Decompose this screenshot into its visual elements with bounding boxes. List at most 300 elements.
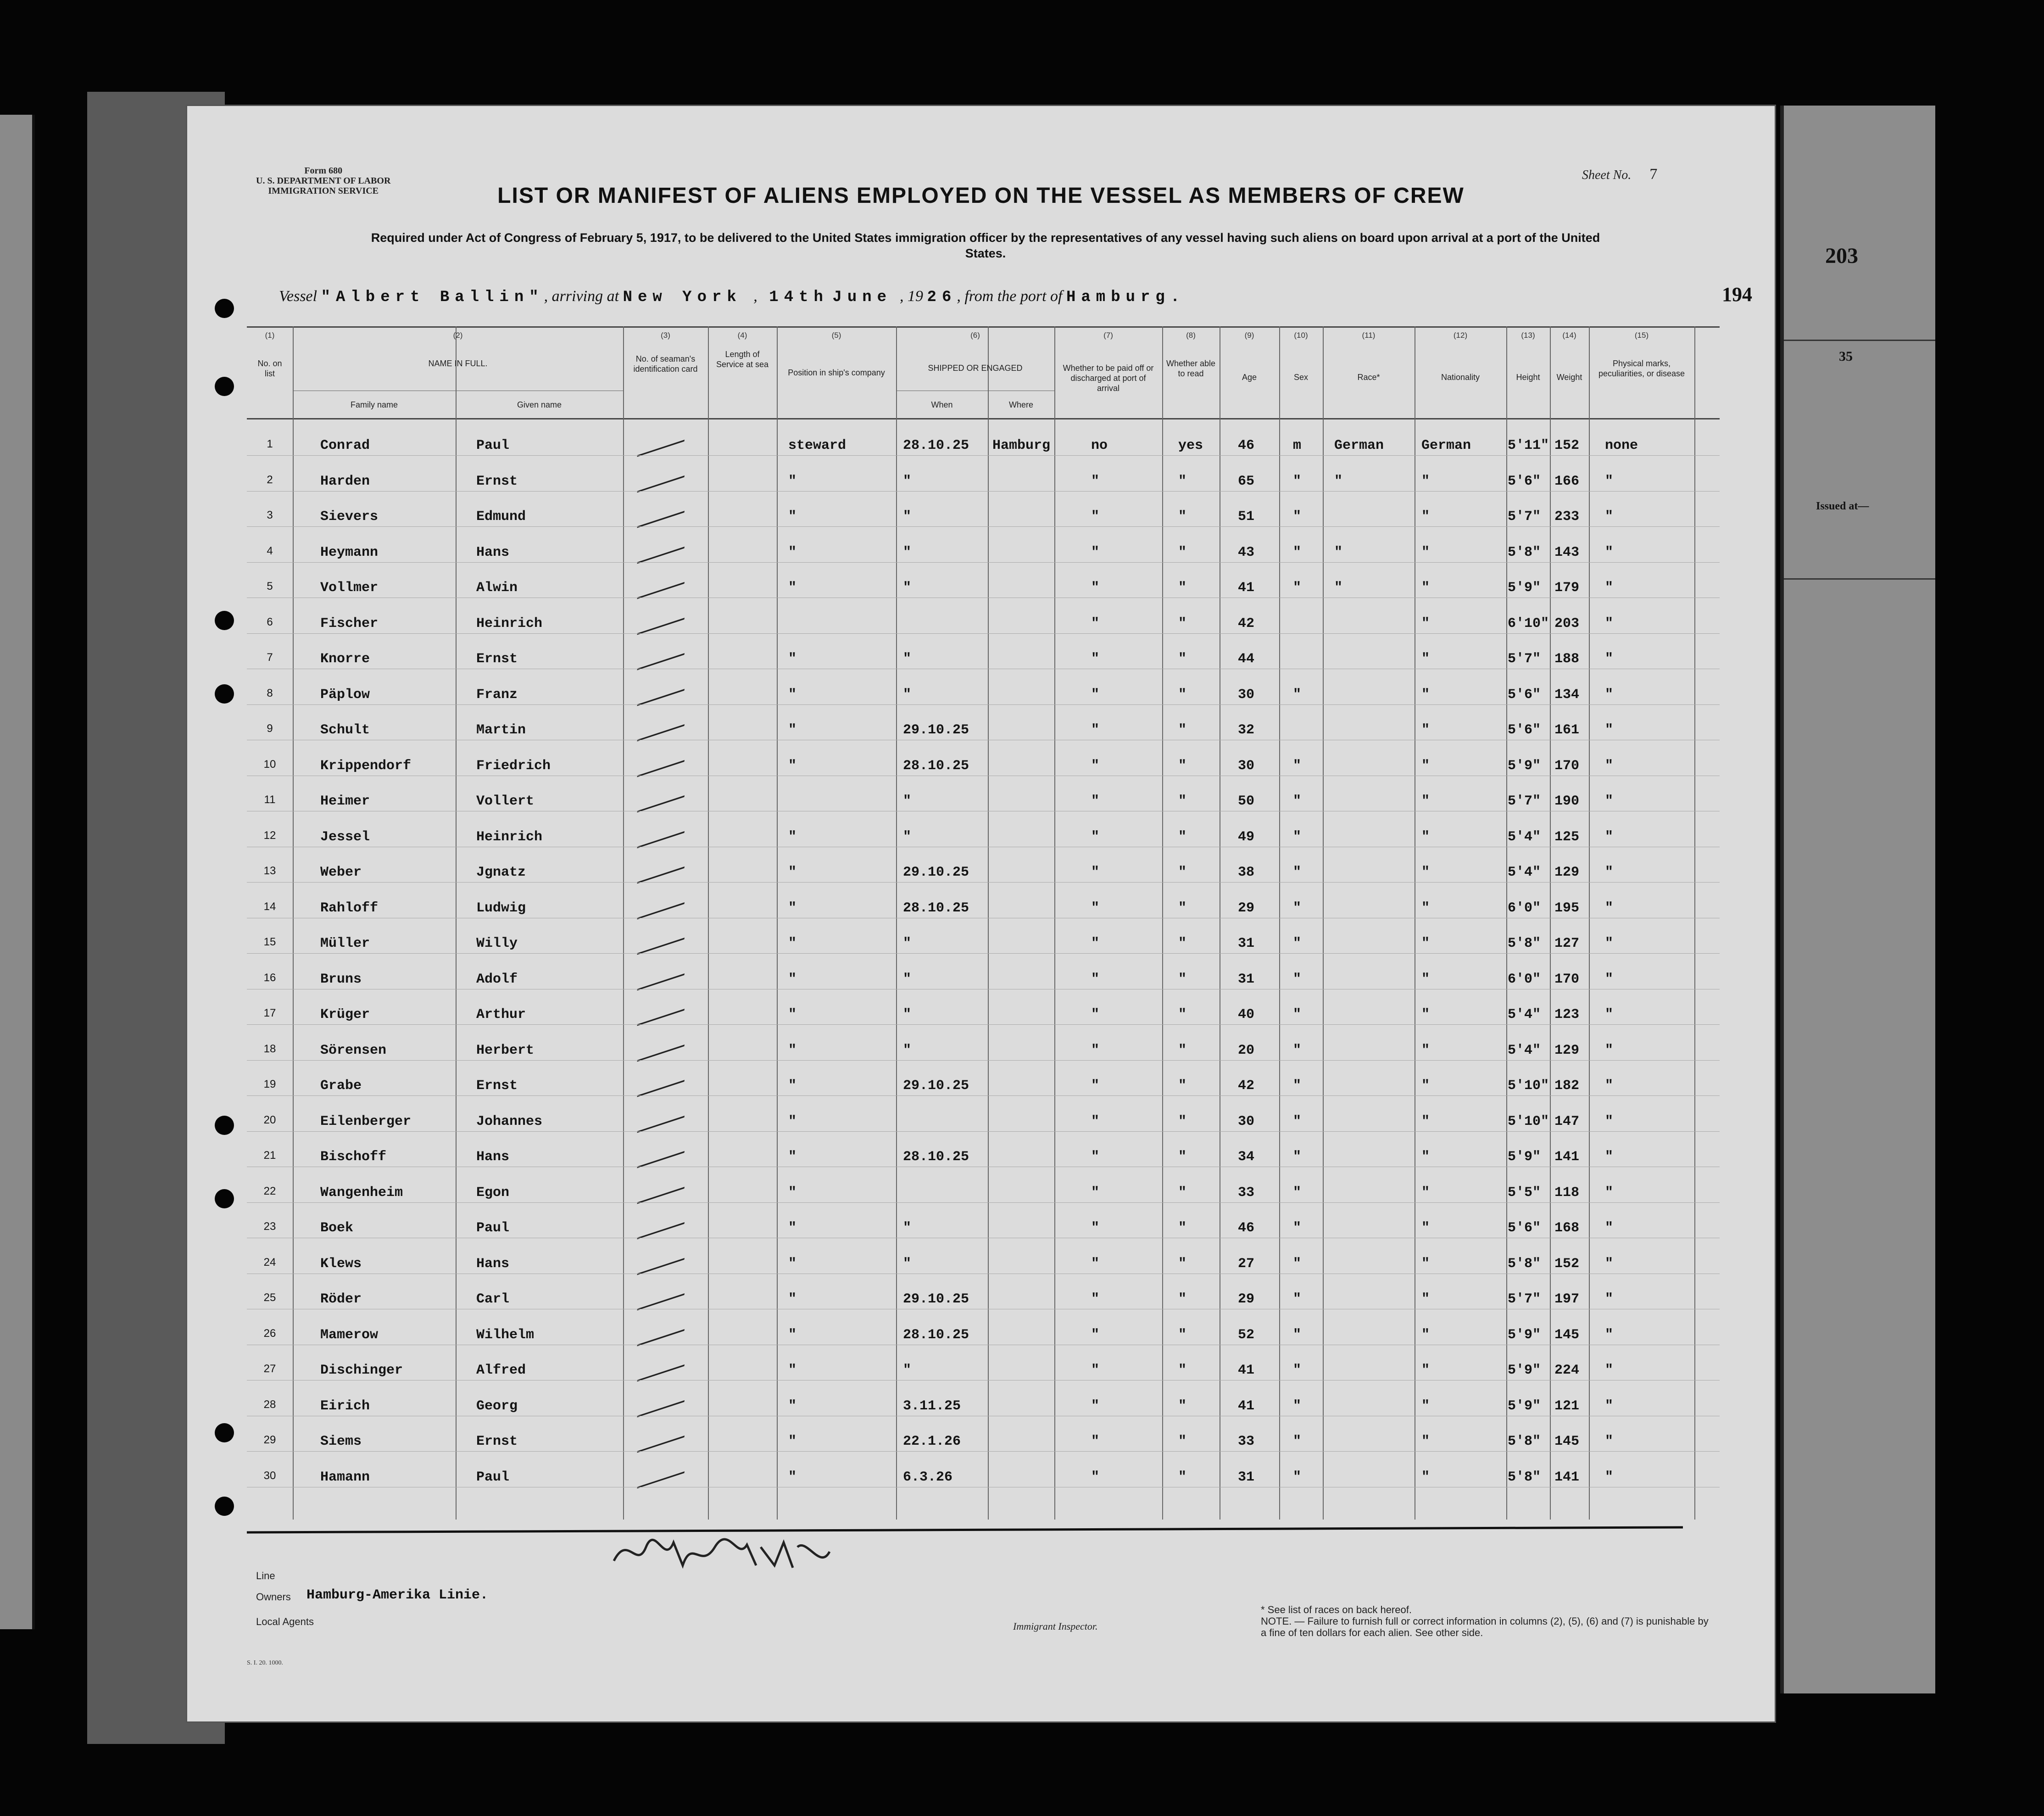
cell-nat: " — [1421, 687, 1430, 703]
cell-read: " — [1178, 1327, 1187, 1343]
cell-family: Conrad — [320, 438, 370, 453]
cell-height: 5'10" — [1508, 1078, 1549, 1094]
cell-when: " — [903, 651, 912, 667]
cell-position: " — [788, 580, 797, 596]
cell-position: " — [788, 1078, 797, 1094]
cell-paid: " — [1091, 1256, 1100, 1272]
cell-sex: " — [1293, 473, 1302, 489]
cell-sex: m — [1293, 438, 1302, 453]
cell-marks: " — [1605, 1149, 1614, 1165]
cell-position: " — [788, 1007, 797, 1023]
cell-position: " — [788, 900, 797, 916]
sheet-label: Sheet No. — [1582, 168, 1632, 182]
cell-weight: 141 — [1554, 1469, 1580, 1485]
cell-when: 28.10.25 — [903, 1149, 969, 1165]
cell-family: Müller — [320, 936, 370, 951]
cell-weight: 129 — [1554, 865, 1580, 880]
cell-age: 51 — [1238, 509, 1255, 525]
cell-nat: " — [1421, 1113, 1430, 1129]
cell-read: " — [1178, 1256, 1187, 1272]
cell-sex: " — [1293, 1363, 1302, 1378]
cell-height: 5'7" — [1508, 651, 1541, 667]
cell-height: 5'8" — [1508, 1256, 1541, 1272]
cell-when: " — [903, 1363, 912, 1378]
table-row — [247, 883, 1720, 918]
local-agents-label: Local Agents — [256, 1616, 314, 1627]
table-row — [247, 1381, 1720, 1416]
footnote — [1261, 1604, 1710, 1638]
cell-height: 5'4" — [1508, 865, 1541, 880]
punch-hole — [215, 299, 234, 318]
cell-given: Ernst — [476, 1434, 518, 1449]
check-mark-icon — [637, 1066, 687, 1097]
cell-age: 46 — [1238, 1220, 1255, 1236]
cell-read: " — [1178, 1078, 1187, 1094]
cell-position: " — [788, 651, 797, 667]
check-mark-icon — [637, 639, 687, 671]
cell-position: " — [788, 687, 797, 703]
cell-paid: " — [1091, 687, 1100, 703]
cell-family: Harden — [320, 473, 370, 489]
colnum-15: (15) — [1634, 331, 1649, 340]
check-mark-icon — [637, 1030, 687, 1062]
manifest-sheet — [186, 105, 1776, 1723]
race-note: * See list of races on back hereof. — [1261, 1604, 1412, 1615]
cell-sex: " — [1293, 936, 1302, 951]
header-seaman-card: No. of seaman's identification card — [633, 354, 698, 374]
cell-paid: " — [1091, 580, 1100, 596]
cell-when: 28.10.25 — [903, 1327, 969, 1343]
cell-no: 5 — [267, 580, 273, 592]
cell-position: " — [788, 1220, 797, 1236]
cell-nat: " — [1421, 1185, 1430, 1201]
department: U. S. DEPARTMENT OF LABOR — [256, 176, 391, 186]
cell-weight: 145 — [1554, 1434, 1580, 1449]
cell-paid: " — [1091, 1291, 1100, 1307]
table-row — [247, 420, 1720, 456]
cell-when: " — [903, 1256, 912, 1272]
cell-marks: " — [1605, 1291, 1614, 1307]
cell-read: " — [1178, 651, 1187, 667]
table-row — [247, 1096, 1720, 1132]
table-row — [247, 776, 1720, 811]
cell-paid: " — [1091, 722, 1100, 738]
cell-age: 31 — [1238, 936, 1255, 951]
cell-age: 30 — [1238, 758, 1255, 774]
cell-weight: 125 — [1554, 829, 1580, 845]
cell-weight: 123 — [1554, 1007, 1580, 1023]
header-age: Age — [1242, 373, 1257, 382]
cell-marks: " — [1605, 1434, 1614, 1449]
cell-given: Hans — [476, 1256, 510, 1272]
cell-given: Friedrich — [476, 758, 551, 774]
cell-family: Röder — [320, 1291, 362, 1307]
line-label: Line — [256, 1570, 275, 1581]
check-mark-icon — [637, 1172, 687, 1204]
cell-no: 22 — [263, 1185, 276, 1197]
cell-paid: " — [1091, 1469, 1100, 1485]
cell-height: 5'4" — [1508, 829, 1541, 845]
cell-nat: " — [1421, 758, 1430, 774]
cell-nat: " — [1421, 1434, 1430, 1449]
table-row — [247, 1061, 1720, 1096]
cell-no: 10 — [263, 758, 276, 771]
arriving-port: New York — [623, 289, 742, 306]
table-row — [247, 1452, 1720, 1487]
cell-no: 18 — [263, 1042, 276, 1055]
cell-marks: " — [1605, 793, 1614, 809]
cell-nat: " — [1421, 1469, 1430, 1485]
table-row — [247, 598, 1720, 634]
cell-race: " — [1334, 580, 1343, 596]
cell-family: Jessel — [320, 829, 370, 845]
cell-read: " — [1178, 1291, 1187, 1307]
cell-given: Edmund — [476, 509, 526, 525]
cell-marks: " — [1605, 509, 1614, 525]
check-mark-icon — [637, 888, 687, 919]
cell-nat: " — [1421, 865, 1430, 880]
cell-weight: 182 — [1554, 1078, 1580, 1094]
cell-sex: " — [1293, 971, 1302, 987]
cell-family: Wangenheim — [320, 1185, 403, 1201]
cell-marks: " — [1605, 1469, 1614, 1485]
cell-given: Ernst — [476, 473, 518, 489]
cell-given: Ernst — [476, 1078, 518, 1094]
table-row — [247, 741, 1720, 776]
cell-read: " — [1178, 829, 1187, 845]
cell-marks: " — [1605, 1327, 1614, 1343]
cell-family: Boek — [320, 1220, 354, 1236]
cell-paid: " — [1091, 473, 1100, 489]
cell-read: " — [1178, 971, 1187, 987]
cell-when: " — [903, 580, 912, 596]
cell-marks: " — [1605, 580, 1614, 596]
cell-sex: " — [1293, 687, 1302, 703]
cell-marks: " — [1605, 1113, 1614, 1129]
page-title: LIST OR MANIFEST OF ALIENS EMPLOYED ON THE VESSEL AS MEMBERS OF CREW — [497, 184, 1465, 208]
cell-age: 33 — [1238, 1185, 1255, 1201]
cell-height: 5'6" — [1508, 1220, 1541, 1236]
cell-weight: 145 — [1554, 1327, 1580, 1343]
check-mark-icon — [637, 1279, 687, 1311]
cell-age: 29 — [1238, 1291, 1255, 1307]
cell-marks: " — [1605, 1042, 1614, 1058]
cell-no: 29 — [263, 1434, 276, 1446]
header-physical-marks: Physical marks, peculiarities, or disease — [1598, 359, 1685, 378]
cell-position: " — [788, 1042, 797, 1058]
cell-given: Jgnatz — [476, 865, 526, 880]
cell-height: 5'7" — [1508, 1291, 1541, 1307]
cell-no: 21 — [263, 1149, 276, 1162]
cell-family: Klews — [320, 1256, 362, 1272]
cell-race: German — [1334, 438, 1384, 453]
cell-marks: " — [1605, 1078, 1614, 1094]
cell-given: Georg — [476, 1398, 518, 1414]
printer-mark: S. I. 20. 1000. — [247, 1660, 283, 1666]
cell-given: Wilhelm — [476, 1327, 535, 1343]
cell-nat: " — [1421, 936, 1430, 951]
cell-nat: " — [1421, 1078, 1430, 1094]
cell-no: 24 — [263, 1256, 276, 1268]
cell-when: " — [903, 509, 912, 525]
cell-age: 33 — [1238, 1434, 1255, 1449]
cell-no: 2 — [267, 473, 273, 486]
cell-height: 5'8" — [1508, 936, 1541, 951]
cell-given: Paul — [476, 1220, 510, 1236]
cell-position: " — [788, 1291, 797, 1307]
cell-position: " — [788, 509, 797, 525]
page-subtitle: Required under Act of Congress of February 5, 1917, to be delivered to the United States immigration officer by the representatives of any vessel having such aliens on board upon arrival at a port of the United States. — [371, 231, 1600, 260]
cell-age: 31 — [1238, 1469, 1255, 1485]
table-row — [247, 1239, 1720, 1274]
cell-family: Hamann — [320, 1469, 370, 1485]
cell-age: 30 — [1238, 1113, 1255, 1129]
form-label: Form 680 — [304, 166, 343, 176]
owners-label: Owners — [256, 1591, 291, 1603]
cell-given: Heinrich — [476, 829, 543, 845]
cell-no: 8 — [267, 687, 273, 699]
cell-family: Fischer — [320, 615, 379, 631]
cell-nat: " — [1421, 1042, 1430, 1058]
cell-marks: " — [1605, 1398, 1614, 1414]
cell-read: " — [1178, 758, 1187, 774]
adjacent-sheet-left — [0, 115, 35, 1629]
cell-nat: " — [1421, 1363, 1430, 1378]
cell-marks: " — [1605, 1007, 1614, 1023]
cell-weight: 170 — [1554, 971, 1580, 987]
cell-weight: 134 — [1554, 687, 1580, 703]
adjacent-sheet-issued: Issued at— — [1816, 500, 1869, 512]
check-mark-icon — [637, 710, 687, 742]
cell-no: 12 — [263, 829, 276, 842]
cell-when: " — [903, 1220, 912, 1236]
cell-nat: " — [1421, 971, 1430, 987]
cell-given: Adolf — [476, 971, 518, 987]
cell-nat: " — [1421, 544, 1430, 560]
cell-height: 5'6" — [1508, 687, 1541, 703]
punch-hole — [215, 611, 234, 630]
cell-nat: " — [1421, 1327, 1430, 1343]
penalty-note: NOTE. — Failure to furnish full or correct information in columns (2), (5), (6) and (7) is punishable by a fine of ten dollars for each alien. See other side. — [1261, 1615, 1709, 1638]
cell-no: 11 — [264, 793, 276, 806]
cell-height: 5'7" — [1508, 793, 1541, 809]
cell-height: 5'8" — [1508, 1434, 1541, 1449]
cell-no: 16 — [263, 971, 276, 984]
table-row — [247, 1203, 1720, 1238]
colnum-4: (4) — [737, 331, 747, 340]
check-mark-icon — [637, 603, 687, 635]
cell-marks: " — [1605, 758, 1614, 774]
cell-weight: 168 — [1554, 1220, 1580, 1236]
colnum-3: (3) — [661, 331, 670, 340]
cell-paid: " — [1091, 1149, 1100, 1165]
cell-marks: " — [1605, 865, 1614, 880]
arrival-month: June — [832, 289, 892, 306]
cell-sex: " — [1293, 1220, 1302, 1236]
check-mark-icon — [637, 425, 687, 457]
cell-height: 6'0" — [1508, 971, 1541, 987]
cell-height: 5'8" — [1508, 1469, 1541, 1485]
cell-read: " — [1178, 580, 1187, 596]
cell-marks: " — [1605, 936, 1614, 951]
cell-when: 29.10.25 — [903, 722, 969, 738]
cell-paid: " — [1091, 1363, 1100, 1378]
check-mark-icon — [637, 1386, 687, 1417]
cell-position: " — [788, 1113, 797, 1129]
check-mark-icon — [637, 461, 687, 492]
cell-read: " — [1178, 509, 1187, 525]
cell-paid: " — [1091, 865, 1100, 880]
cell-paid: " — [1091, 1042, 1100, 1058]
cell-weight: 197 — [1554, 1291, 1580, 1307]
cell-no: 13 — [263, 865, 276, 877]
cell-no: 27 — [263, 1363, 276, 1375]
cell-given: Hans — [476, 544, 510, 560]
cell-nat: " — [1421, 651, 1430, 667]
cell-no: 1 — [267, 438, 273, 450]
cell-read: " — [1178, 936, 1187, 951]
cell-height: 5'6" — [1508, 722, 1541, 738]
cell-where: Hamburg — [992, 438, 1051, 453]
cell-family: Eirich — [320, 1398, 370, 1414]
cell-when: " — [903, 936, 912, 951]
cell-weight: 152 — [1554, 438, 1580, 453]
check-mark-icon — [637, 995, 687, 1026]
table-row — [247, 1168, 1720, 1203]
cell-sex: " — [1293, 1291, 1302, 1307]
cell-position: " — [788, 865, 797, 880]
cell-read: " — [1178, 1007, 1187, 1023]
check-mark-icon — [637, 923, 687, 955]
cell-no: 23 — [263, 1220, 276, 1233]
cell-family: Päplow — [320, 687, 370, 703]
cell-family: Bischoff — [320, 1149, 387, 1165]
cell-weight: 121 — [1554, 1398, 1580, 1414]
cell-height: 5'7" — [1508, 509, 1541, 525]
table-row — [247, 847, 1720, 883]
punch-hole — [215, 1116, 234, 1135]
cell-paid: " — [1091, 1078, 1100, 1094]
cell-paid: " — [1091, 1007, 1100, 1023]
cell-given: Vollert — [476, 793, 535, 809]
cell-weight: 188 — [1554, 651, 1580, 667]
cell-weight: 233 — [1554, 509, 1580, 525]
header-family-name: Family name — [350, 400, 398, 409]
check-mark-icon — [637, 1457, 687, 1488]
cell-age: 40 — [1238, 1007, 1255, 1023]
cell-sex: " — [1293, 829, 1302, 845]
cell-sex: " — [1293, 865, 1302, 880]
cell-height: 5'4" — [1508, 1042, 1541, 1058]
cell-when: 22.1.26 — [903, 1434, 961, 1449]
cell-marks: none — [1605, 438, 1638, 453]
cell-marks: " — [1605, 1363, 1614, 1378]
colnum-11: (11) — [1362, 331, 1376, 340]
cell-position: " — [788, 1256, 797, 1272]
cell-nat: " — [1421, 1291, 1430, 1307]
cell-height: 5'6" — [1508, 473, 1541, 489]
cell-when: " — [903, 1007, 912, 1023]
vessel-label: Vessel — [279, 288, 317, 305]
cell-marks: " — [1605, 971, 1614, 987]
cell-no: 28 — [263, 1398, 276, 1411]
check-mark-icon — [637, 1350, 687, 1382]
punch-hole — [215, 377, 234, 396]
table-row — [247, 918, 1720, 954]
cell-weight: 141 — [1554, 1149, 1580, 1165]
header-paid-off: Whether to be paid off or discharged at port of arrival — [1063, 363, 1154, 393]
cell-height: 5'10" — [1508, 1113, 1549, 1129]
sheet-number — [1582, 166, 1657, 183]
cell-height: 5'11" — [1508, 438, 1549, 453]
cell-marks: " — [1605, 1185, 1614, 1201]
header-no-on-list: No. on list — [257, 359, 282, 378]
cell-paid: " — [1091, 544, 1100, 560]
cell-given: Alwin — [476, 580, 518, 596]
cell-sex: " — [1293, 1185, 1302, 1201]
sheet-value: 7 — [1649, 166, 1658, 183]
check-mark-icon — [637, 568, 687, 599]
cell-no: 25 — [263, 1291, 276, 1304]
cell-height: 5'4" — [1508, 1007, 1541, 1023]
cell-read: " — [1178, 1398, 1187, 1414]
cell-read: " — [1178, 1220, 1187, 1236]
cell-given: Willy — [476, 936, 518, 951]
cell-age: 43 — [1238, 544, 1255, 560]
cell-read: " — [1178, 473, 1187, 489]
table-row — [247, 1274, 1720, 1309]
table-row — [247, 563, 1720, 598]
cell-position: " — [788, 1469, 797, 1485]
header-shipped-engaged: SHIPPED OR ENGAGED — [928, 363, 1023, 373]
cell-weight: 152 — [1554, 1256, 1580, 1272]
cell-given: Arthur — [476, 1007, 526, 1023]
cell-position: steward — [788, 438, 847, 453]
service: IMMIGRATION SERVICE — [268, 186, 379, 196]
cell-no: 9 — [267, 722, 273, 735]
cell-read: " — [1178, 1434, 1187, 1449]
cell-position: " — [788, 1185, 797, 1201]
cell-sex: " — [1293, 509, 1302, 525]
header-able-to-read: Whether able to read — [1166, 359, 1216, 378]
header-weight: Weight — [1556, 373, 1582, 382]
cell-sex: " — [1293, 1007, 1302, 1023]
table-row — [247, 954, 1720, 989]
cell-read: " — [1178, 1042, 1187, 1058]
punch-hole — [215, 1423, 234, 1442]
cell-given: Johannes — [476, 1113, 543, 1129]
cell-given: Herbert — [476, 1042, 535, 1058]
check-mark-icon — [637, 1421, 687, 1453]
cell-age: 38 — [1238, 865, 1255, 880]
cell-read: " — [1178, 1363, 1187, 1378]
cell-sex: " — [1293, 758, 1302, 774]
cell-no: 4 — [267, 544, 273, 557]
cell-family: Siems — [320, 1434, 362, 1449]
cell-age: 42 — [1238, 615, 1255, 631]
cell-position: " — [788, 473, 797, 489]
vessel-line: Vessel "Albert Ballin", arriving at New York , 14th June , 19 26, from the port of Hamburg. — [279, 288, 1186, 306]
cell-given: Hans — [476, 1149, 510, 1165]
check-mark-icon — [637, 1137, 687, 1168]
cell-when: " — [903, 1042, 912, 1058]
cell-given: Paul — [476, 438, 510, 453]
colnum-13: (13) — [1521, 331, 1535, 340]
cell-family: Eilenberger — [320, 1113, 412, 1129]
cell-sex: " — [1293, 1078, 1302, 1094]
cell-paid: " — [1091, 1220, 1100, 1236]
table-row — [247, 1132, 1720, 1167]
